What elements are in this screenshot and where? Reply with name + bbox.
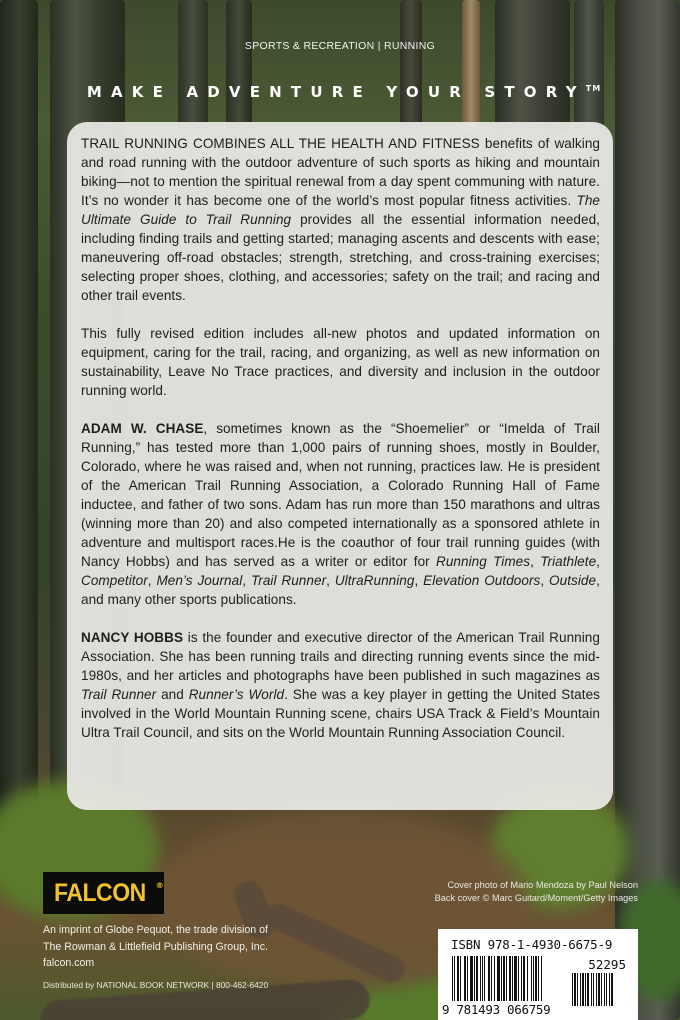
falcon-logo — [43, 872, 164, 914]
cover-photo-credit: Cover photo of Mario Mendoza by Paul Nelson — [447, 880, 638, 890]
ean-digits: 9 781493 066759 — [442, 1002, 551, 1017]
tagline — [0, 83, 680, 101]
separator: , — [147, 573, 157, 588]
blurb-paragraph-2: This fully revised edition includes all-new photos and updated information on equipment, caring for the trail, racing, and organizing, as well as new information on sustainability, Leave No Trace practices, and diversity and inclusion in the outdoor running world. — [81, 326, 600, 398]
publication-title: Competitor — [81, 573, 148, 588]
blurb-lead-caps: TRAIL RUNNING COMBINES ALL THE HEALTH AND FITNESS — [81, 136, 480, 151]
imprint-line-2: The Rowman & Littlefield Publishing Group, Inc. — [43, 940, 268, 953]
publication-title: Elevation Outdoors — [423, 573, 541, 588]
separator: , — [530, 554, 541, 569]
distributor-line: Distributed by NATIONAL BOOK NETWORK | 800-462-6420 — [43, 980, 269, 990]
book-title: The Ultimate Guide to Trail Running — [81, 193, 600, 227]
trademark-symbol: TM — [585, 84, 602, 93]
back-cover-credit: Back cover © Marc Guitard/Moment/Getty Images — [434, 893, 638, 903]
separator: , — [414, 573, 424, 588]
publisher-imprint — [43, 922, 268, 972]
separator: , — [596, 554, 600, 569]
blurb-paragraph-1 — [81, 134, 600, 305]
imprint-line-1: An imprint of Globe Pequot, the trade division of — [43, 924, 268, 936]
category-label: SPORTS & RECREATION | RUNNING — [244, 40, 436, 52]
publication-title: Men’s Journal — [156, 573, 243, 588]
separator: , — [242, 573, 251, 588]
publication-title: Runner’s World — [188, 687, 285, 702]
author-bio-text: is the founder and executive director of the American Trail Running Association. She has been running trails and directing running events since the mid-1980s, and her articles and photographs have been published in such magazines as — [81, 630, 600, 683]
photo-credits — [435, 879, 638, 905]
author-bio-adam-chase — [81, 419, 600, 609]
publication-title: Trail Runner — [81, 687, 157, 702]
author-bio-nancy-hobbs — [81, 628, 600, 742]
publication-title: Triathlete — [540, 554, 597, 569]
description-panel — [67, 122, 613, 810]
addon-barcode-bars — [572, 973, 630, 1006]
barcode-gap — [542, 956, 543, 1001]
author-bio-text: . She was a key player in getting the United States involved in the World Mountain Running scene, chairs USA Track & Field’s Mountain Ultra Trail Council, and sits on the World Mountain Running Association Council. — [81, 687, 600, 740]
author-name: ADAM W. CHASE — [81, 421, 204, 436]
separator: and — [156, 687, 189, 702]
ean-barcode-bars — [452, 956, 564, 1001]
publisher-website: falcon.com — [43, 957, 95, 969]
separator: , — [540, 573, 550, 588]
falcon-logo-text: FALCON — [54, 878, 146, 907]
barcode-bar — [611, 973, 613, 1006]
tree-trunk — [462, 0, 480, 130]
isbn-barcode — [438, 929, 638, 1020]
tree-trunk — [178, 0, 208, 130]
blurb-text: benefits of walking and road running with the outdoor adventure of such sports as hiking and mountain biking—not to mention the spiritual renewal from a day spent communing with nature. It’s no wonder it has become one of the world’s most popular fitness activities. — [81, 136, 600, 208]
tree-trunk — [574, 0, 604, 130]
publication-title: Outside — [549, 573, 597, 588]
tree-trunk — [495, 0, 570, 130]
tree-trunk — [400, 0, 422, 130]
tagline-text: MAKE ADVENTURE YOUR STORY — [86, 83, 586, 101]
author-bio-text: , sometimes known as the “Shoemelier” or “Imelda of Trail Running,” has tested more than 1,000 pairs of running shoes, mostly in Boulder, Colorado, where he was raised and, when not running, practices law. He is president of the American Trail Running Association, a Colorado Running Hall of Fame inductee, and father of two sons. Adam has run more than 150 marathons and ultras (winning more than 20) and also competed internationally as a sponsored athlete in adventure and multisport races.He is the coauthor of four trail running guides (with Nancy Hobbs) and has served as a writer or editor for — [81, 421, 600, 569]
separator: , — [326, 573, 335, 588]
isbn-number: ISBN 978-1-4930-6675-9 — [451, 937, 613, 952]
price-code: 52295 — [588, 957, 626, 972]
tree-trunk — [226, 0, 252, 130]
author-name: NANCY HOBBS — [81, 630, 184, 645]
publication-title: Trail Runner — [250, 573, 327, 588]
registered-mark: ® — [155, 880, 164, 890]
publication-title: UltraRunning — [334, 573, 415, 588]
blurb-text: provides all the essential information needed, including finding trails and getting started; managing ascents and descents with ease; maneuvering off-road obstacles; strength, stretching, and cross-training exercises; selecting proper shoes, clothing, and accessories; safety on the trail; and racing and other trail events. — [81, 212, 600, 303]
tree-trunk — [0, 0, 38, 860]
publication-title: Running Times — [436, 554, 531, 569]
author-bio-text: , and many other sports publications. — [81, 573, 600, 607]
